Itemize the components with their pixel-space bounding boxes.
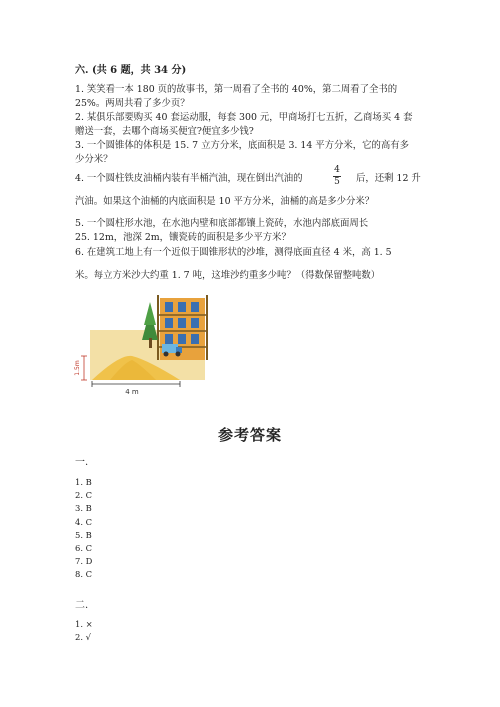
answers-section-1-list bbox=[75, 476, 92, 582]
answers-section-1-label: 一. bbox=[75, 457, 89, 468]
list-item: 2. √ bbox=[75, 632, 91, 643]
list-item: 2. C bbox=[75, 490, 93, 501]
answers-section-2-label: 二. bbox=[75, 600, 89, 611]
list-item: 5. B bbox=[75, 529, 92, 540]
fraction-denominator: 5 bbox=[334, 177, 340, 187]
section-heading: 六. (共 6 题，共 34 分) bbox=[75, 65, 187, 76]
list-item: 1. × bbox=[75, 619, 93, 629]
question-4-line-1b: 后，还剩 12 升 bbox=[356, 173, 421, 184]
list-item: 8. C bbox=[75, 569, 93, 580]
question-4-fraction bbox=[330, 165, 344, 188]
question-6-line-1: 6. 在建筑工地上有一个近似于圆锥形状的沙堆，测得底面直径 4 米，高 1. 5 bbox=[75, 247, 392, 258]
fraction-numerator: 4 bbox=[334, 165, 340, 175]
question-3-line-2: 少分米？ bbox=[75, 154, 113, 165]
question-1-line-2: 25%。两周共看了多少页？ bbox=[75, 98, 190, 109]
sand-pile-figure bbox=[70, 290, 210, 402]
question-4-line-1a: 4. 一个圆柱铁皮油桶内装有半桶汽油，现在倒出汽油的 bbox=[75, 173, 303, 184]
answers-section-2-list bbox=[75, 618, 93, 644]
question-4-line-2: 汽油。如果这个油桶的内底面积是 10 平方分米，油桶的高是多少分米？ bbox=[75, 196, 375, 207]
question-5-line-2: 25. 12m，池深 2m，镶瓷砖的面积是多少平方米？ bbox=[75, 232, 291, 243]
list-item: 1. B bbox=[75, 477, 92, 487]
question-5-line-1: 5. 一个圆柱形水池，在水池内壁和底部都镶上瓷砖，水池内部底面周长 bbox=[75, 218, 369, 229]
list-item: 4. C bbox=[75, 516, 93, 527]
question-2-line-2: 赠送一套，去哪个商场买便宜?便宜多少钱? bbox=[75, 126, 254, 137]
list-item: 6. C bbox=[75, 543, 93, 554]
question-6-line-2: 米。每立方米沙大约重 1. 7 吨，这堆沙约重多少吨？（得数保留整吨数） bbox=[75, 270, 381, 281]
question-1-line-1: 1. 笑笑看一本 180 页的故事书，第一周看了全书的 40%，第二周看了全书的 bbox=[75, 84, 398, 95]
list-item: 7. D bbox=[75, 556, 93, 567]
answers-title: 参考答案 bbox=[217, 426, 282, 444]
list-item: 3. B bbox=[75, 503, 92, 514]
question-3-line-1: 3. 一个圆锥体的体积是 15. 7 立方分米，底面积是 3. 14 平方分米，它的高有多 bbox=[75, 140, 410, 151]
question-2-line-1: 2. 某俱乐部要购买 40 套运动服，每套 300 元，甲商场打七五折，乙商场买 4 套 bbox=[75, 112, 413, 123]
height-label: 1.5m bbox=[74, 360, 81, 376]
width-label: 4 m bbox=[125, 388, 139, 396]
